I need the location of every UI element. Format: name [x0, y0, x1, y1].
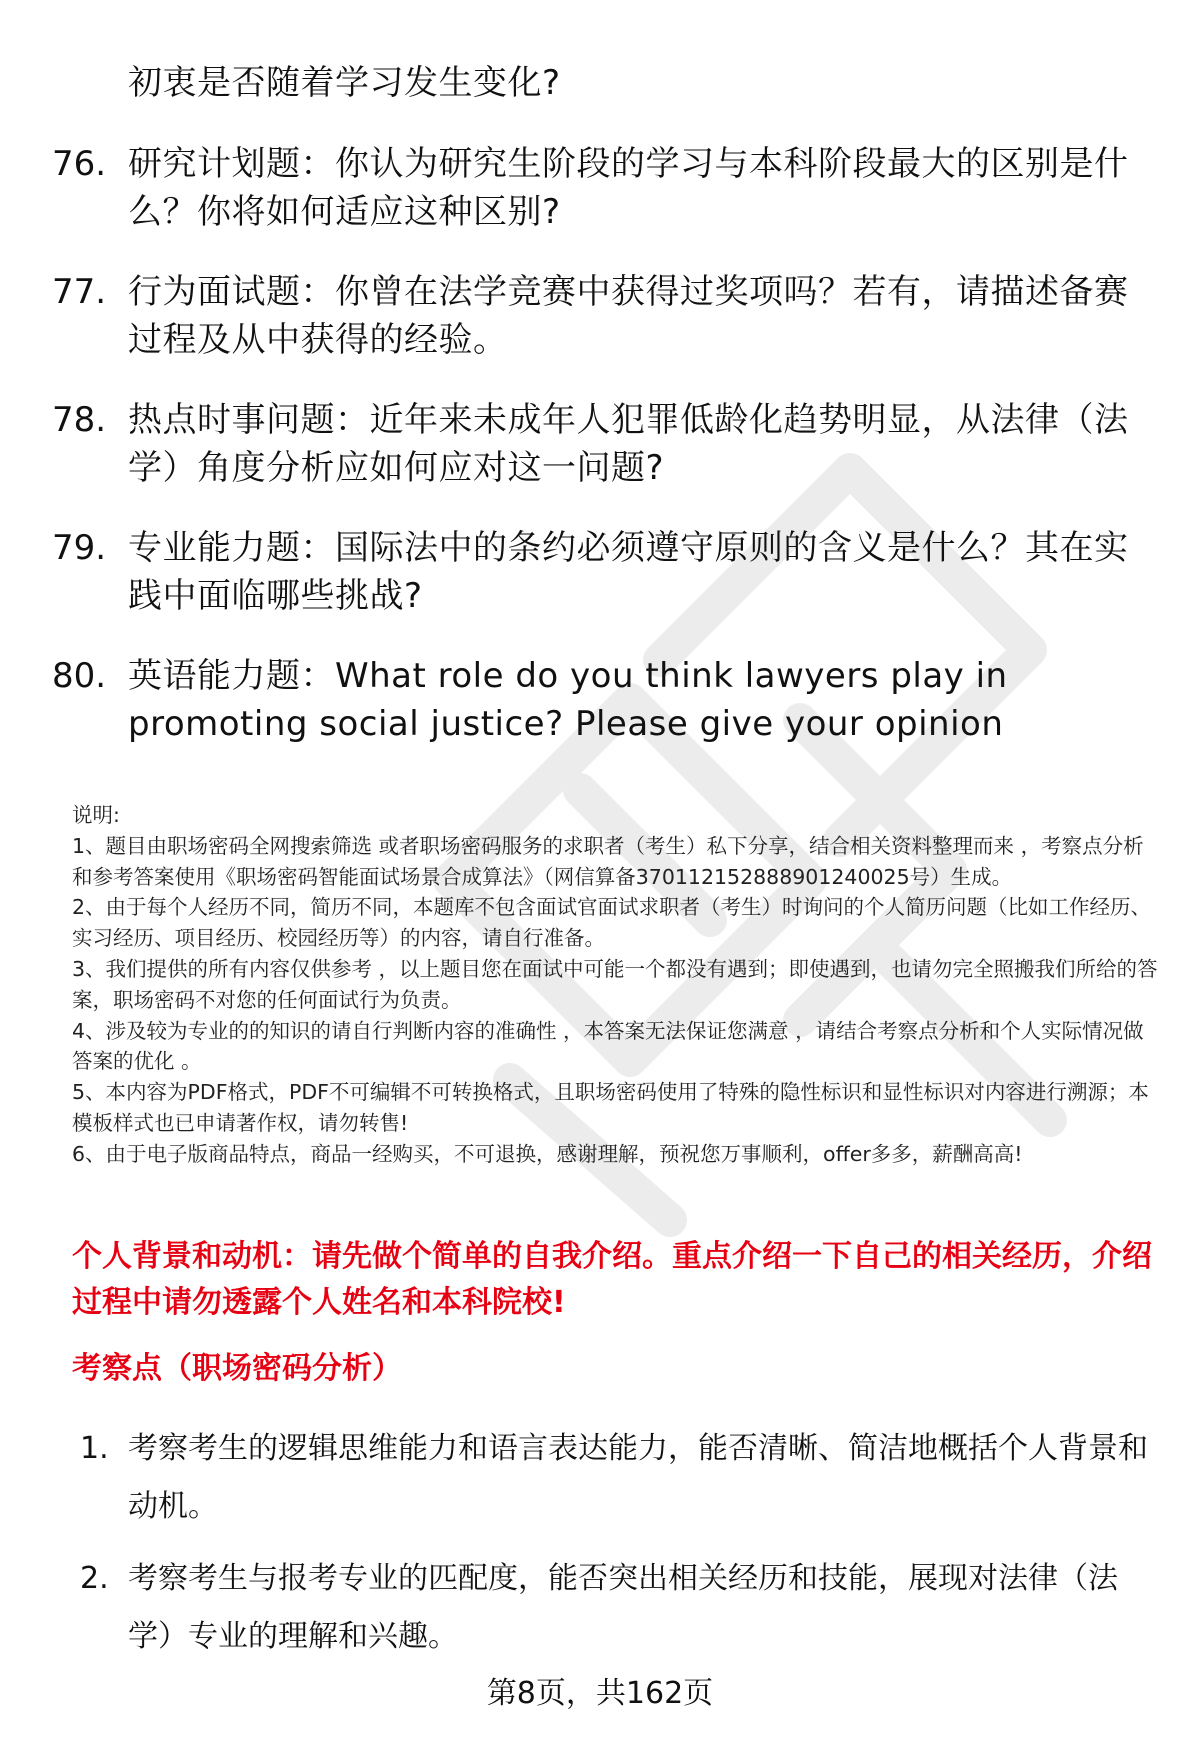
- question-number: 77.: [52, 272, 107, 312]
- point-text: 考察考生与报考专业的匹配度，能否突出相关经历和技能，展现对法律（法学）专业的理解和兴趣。: [128, 1561, 1118, 1654]
- note-item: 5、本内容为PDF格式，PDF不可编辑不可转换格式，且职场密码使用了特殊的隐性标识和显性标识对内容进行溯源；本模板样式也已申请著作权，请勿转售!: [72, 1080, 1149, 1135]
- continued-question-fragment: 初衷是否随着学习发生变化?: [128, 63, 561, 103]
- page-footer: 第8页，共162页: [486, 1676, 714, 1711]
- point-number: 1.: [80, 1431, 109, 1466]
- disclaimer-notes: [72, 800, 1162, 1170]
- question-list: [52, 140, 1162, 780]
- highlighted-question: 个人背景和动机：请先做个简单的自我介绍。重点介绍一下自己的相关经历，介绍过程中请勿透露个人姓名和本科院校!: [72, 1239, 1152, 1320]
- question-item: [52, 652, 1162, 748]
- question-number: 79.: [52, 528, 107, 568]
- note-item: 1、题目由职场密码全网搜索筛选 或者职场密码服务的求职者（考生）私下分享，结合相关资料整理而来 ，考察点分析和参考答案使用《职场密码智能面试场景合成算法》（网信算备370112152888901240025号）生成。: [72, 833, 1144, 889]
- notes-title: 说明:: [72, 803, 120, 827]
- question-text: 英语能力题：What role do you think lawyers play in promoting social justice? Please give your opinion: [128, 656, 1008, 744]
- question-item: [52, 396, 1162, 492]
- question-text: 专业能力题：国际法中的条约必须遵守原则的含义是什么？其在实践中面临哪些挑战?: [128, 528, 1129, 616]
- point-text: 考察考生的逻辑思维能力和语言表达能力，能否清晰、简洁地概括个人背景和动机。: [128, 1431, 1148, 1524]
- note-item: 6、由于电子版商品特点，商品一经购买，不可退换，感谢理解，预祝您万事顺利，offer多多，薪酬高高!: [72, 1141, 1023, 1166]
- question-item: [52, 268, 1162, 364]
- point-number: 2.: [80, 1561, 109, 1596]
- question-number: 76.: [52, 144, 107, 184]
- question-text: 研究计划题：你认为研究生阶段的学习与本科阶段最大的区别是什么？你将如何适应这种区别?: [128, 144, 1129, 232]
- question-number: 78.: [52, 400, 107, 440]
- question-item: [52, 524, 1162, 620]
- question-number: 80.: [52, 656, 107, 696]
- question-text: 热点时事问题：近年来未成年人犯罪低龄化趋势明显，从法律（法学）角度分析应如何应对这一问题?: [128, 400, 1129, 488]
- section-title: 考察点（职场密码分析）: [72, 1351, 402, 1386]
- note-item: 4、涉及较为专业的的知识的请自行判断内容的准确性 ，本答案无法保证您满意 ，请结合考察点分析和个人实际情况做答案的优化 。: [72, 1018, 1144, 1074]
- analysis-points-list: [80, 1420, 1162, 1680]
- question-item: [52, 140, 1162, 236]
- list-item: [80, 1550, 1162, 1666]
- list-item: [80, 1420, 1162, 1536]
- note-item: 3、我们提供的所有内容仅供参考 ，以上题目您在面试中可能一个都没有遇到；即使遇到，也请勿完全照搬我们所给的答案，职场密码不对您的任何面试行为负责。: [72, 956, 1158, 1012]
- note-item: 2、由于每个人经历不同，简历不同，本题库不包含面试官面试求职者（考生）时询问的个人简历问题（比如工作经历、实习经历、项目经历、校园经历等）的内容，请自行准备。: [72, 895, 1152, 951]
- question-text: 行为面试题：你曾在法学竞赛中获得过奖项吗？若有，请描述备赛过程及从中获得的经验。: [128, 272, 1129, 360]
